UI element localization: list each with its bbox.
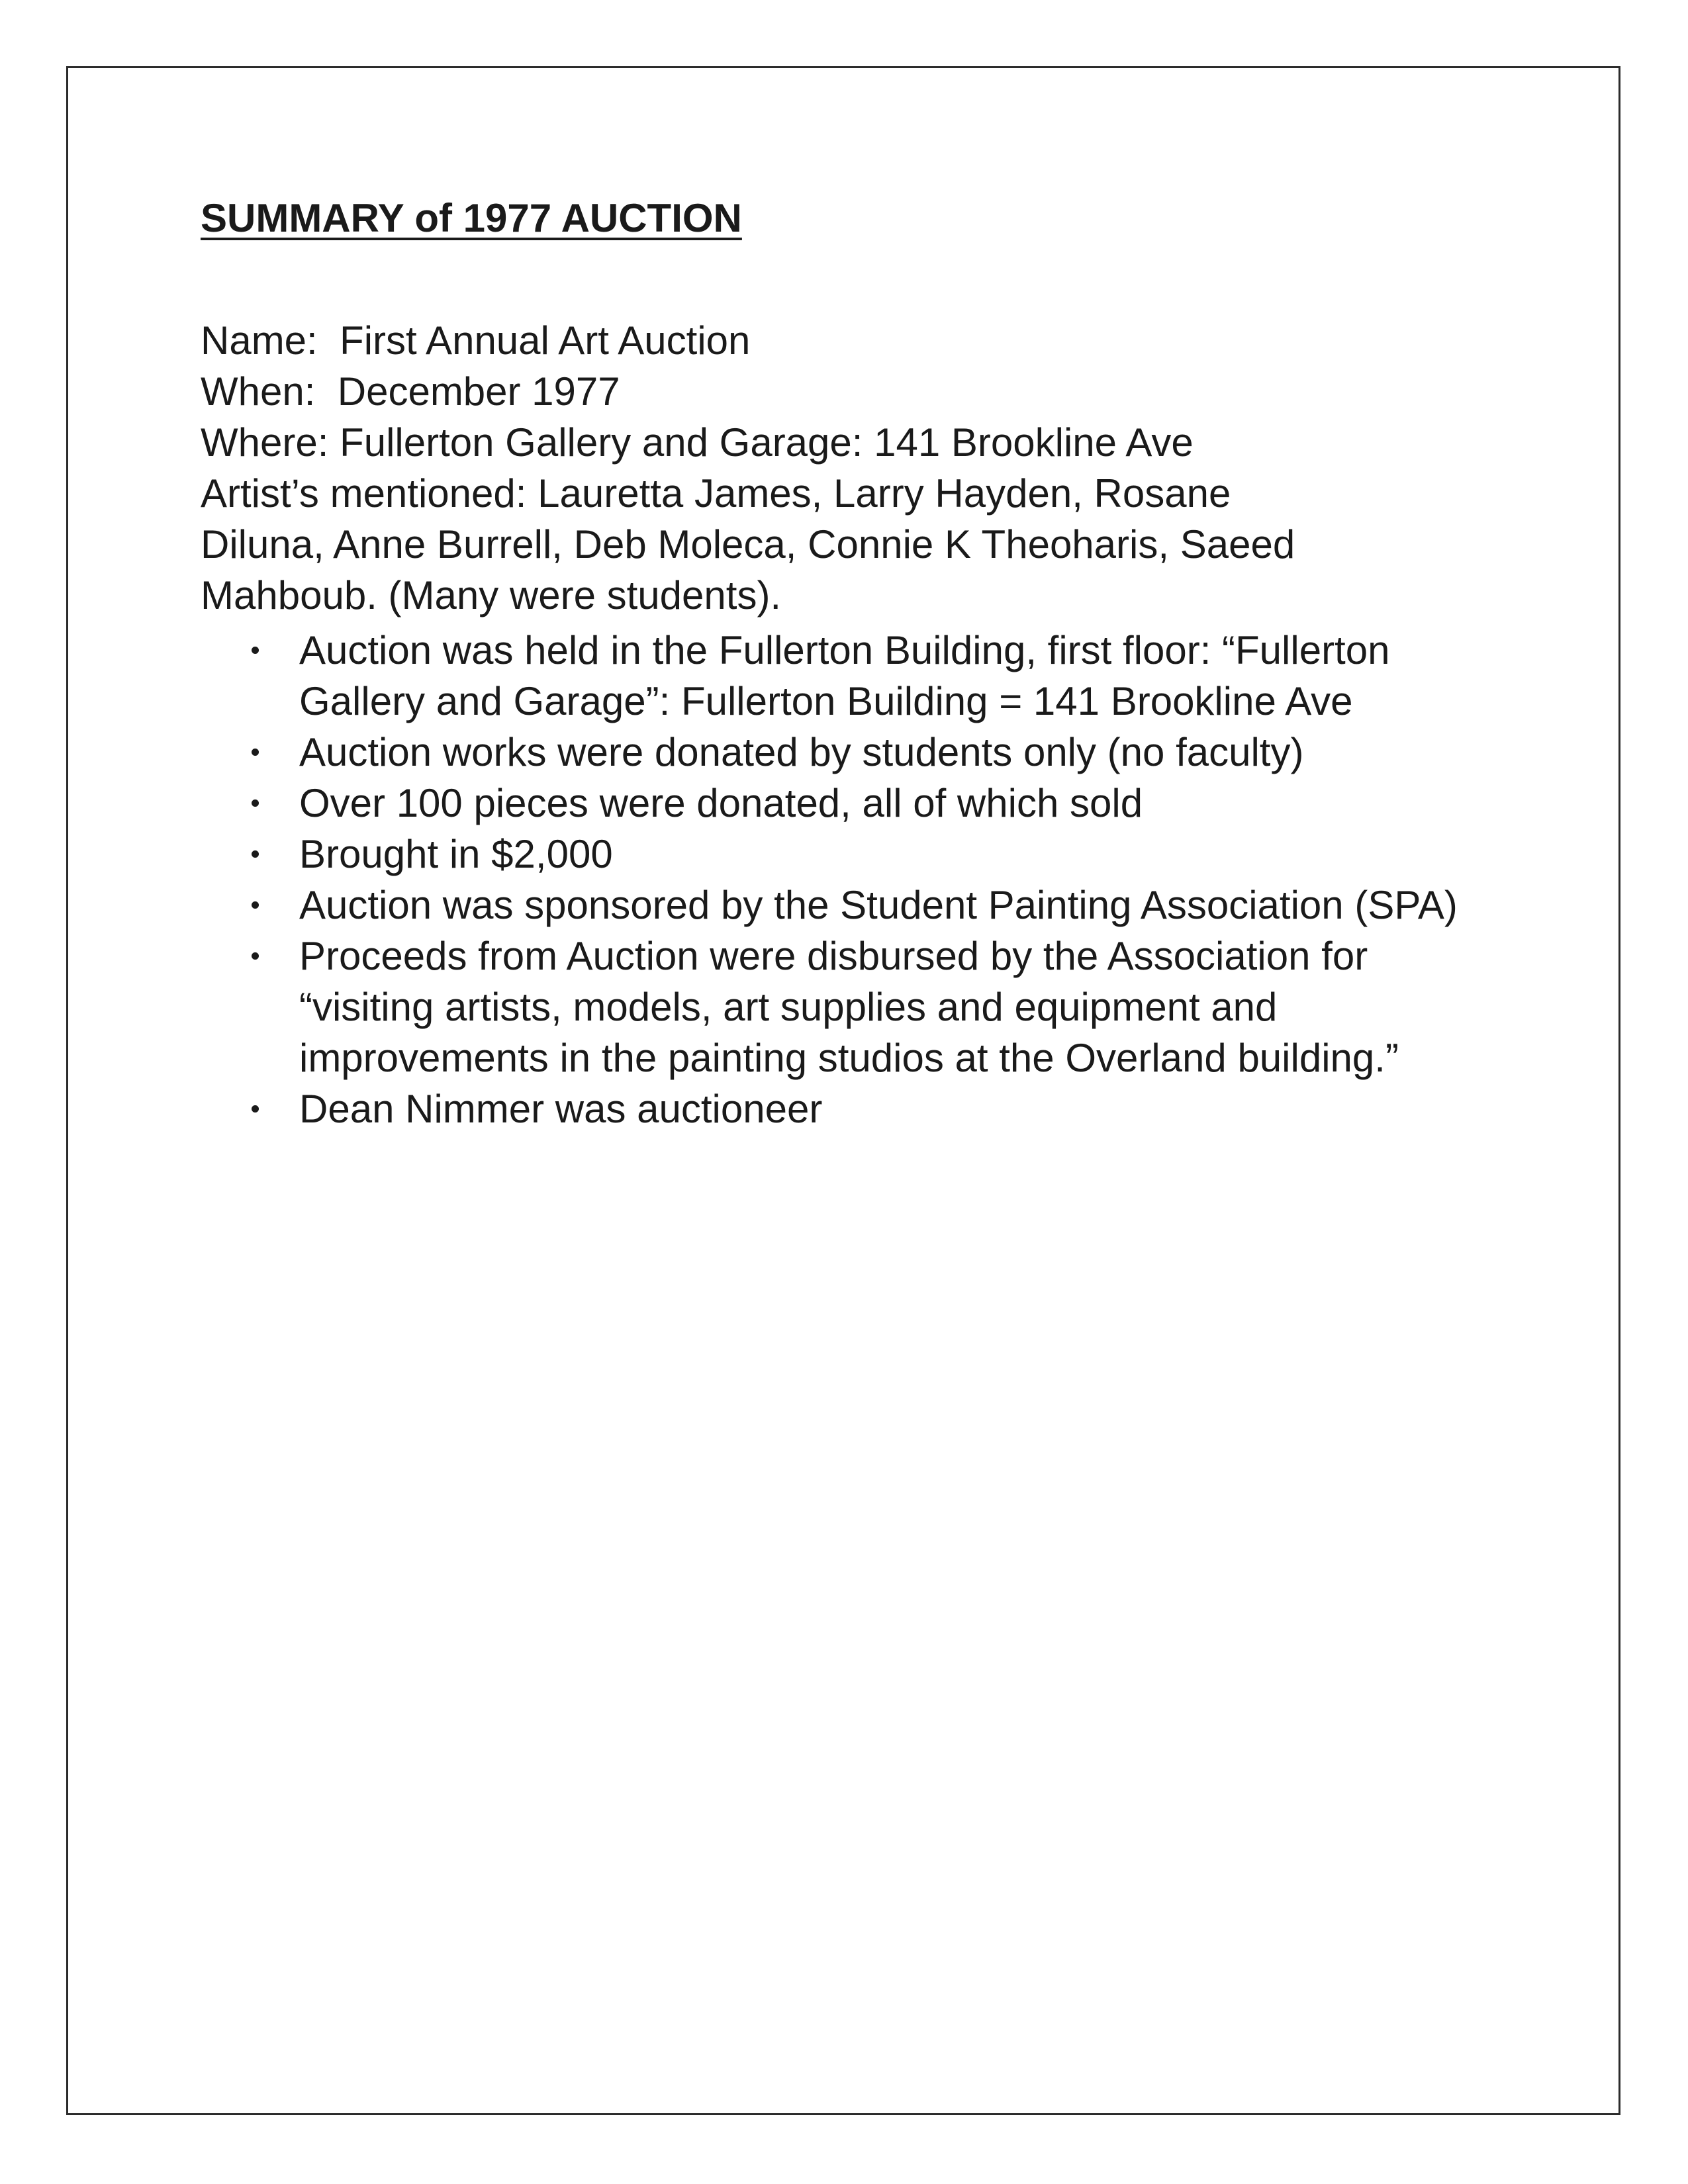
bullet-dot-icon: [252, 799, 259, 807]
bullet-item: [201, 727, 1498, 778]
bullet-text: Over 100 pieces were donated, all of which sold: [299, 781, 1143, 825]
bullet-text: Proceeds from Auction were disbursed by the Association for “visiting artists, models, art supplies and equipment and improvements in the painting studios at the Overland building.”: [299, 934, 1399, 1080]
bullet-dot-icon: [252, 901, 259, 909]
bullet-item: [201, 778, 1498, 829]
bullet-text: Auction works were donated by students only (no faculty): [299, 730, 1304, 774]
summary-bullet-list: [201, 625, 1498, 1134]
document-title: SUMMARY of 1977 AUCTION: [201, 196, 742, 240]
bullet-item: [201, 1083, 1498, 1134]
info-artists-line: Diluna, Anne Burrell, Deb Moleca, Connie K Theoharis, Saeed: [201, 522, 1295, 567]
bullet-dot-icon: [252, 952, 259, 960]
bullet-text: Brought in $2,000: [299, 832, 613, 876]
bullet-dot-icon: [252, 647, 259, 654]
bullet-item: [201, 931, 1498, 1083]
bullet-text: Auction was held in the Fullerton Building, first floor: “Fullerton Gallery and Garage”: Fullerton Building = 141 Brookline Ave: [299, 628, 1390, 723]
bullet-item: [201, 625, 1498, 727]
info-where-line: Where: Fullerton Gallery and Garage: 141 Brookline Ave: [201, 420, 1194, 465]
document-body: [201, 192, 1498, 1134]
auction-info: [201, 315, 1498, 621]
bullet-text: Auction was sponsored by the Student Painting Association (SPA): [299, 883, 1458, 927]
info-artists-line: Artist’s mentioned: Lauretta James, Larry Hayden, Rosane: [201, 471, 1231, 516]
bullet-dot-icon: [252, 749, 259, 756]
info-when-line: When: December 1977: [201, 369, 620, 414]
bullet-item: [201, 829, 1498, 880]
bullet-item: [201, 880, 1498, 931]
bullet-text: Dean Nimmer was auctioneer: [299, 1087, 823, 1131]
info-name-line: Name: First Annual Art Auction: [201, 318, 751, 363]
info-artists-line: Mahboub. (Many were students).: [201, 573, 782, 617]
bullet-dot-icon: [252, 850, 259, 858]
bullet-dot-icon: [252, 1105, 259, 1113]
